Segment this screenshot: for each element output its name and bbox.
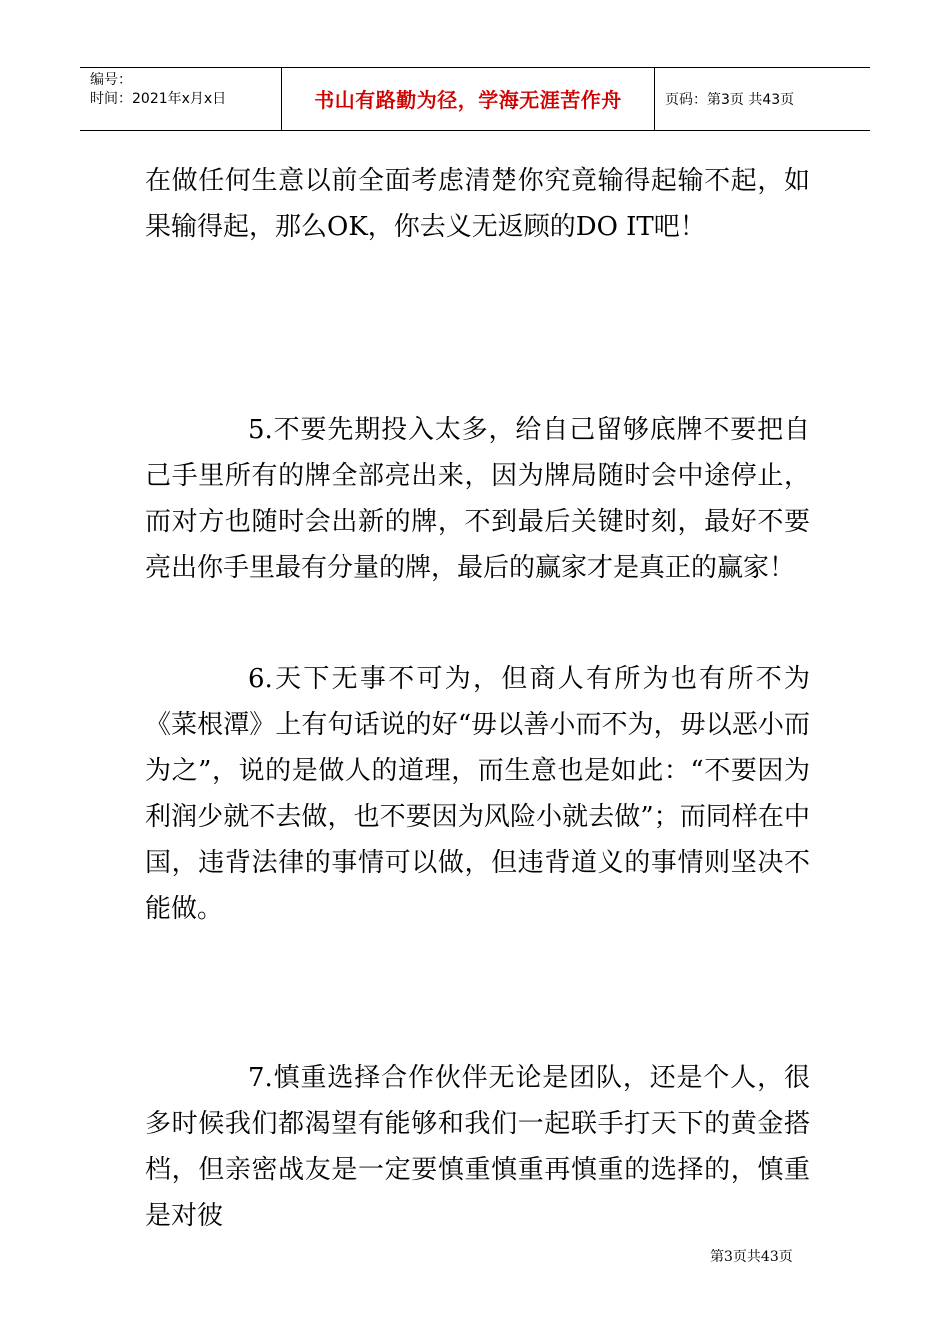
header-meta-cell	[80, 68, 282, 130]
document-number-label: 编号：	[90, 72, 132, 88]
header-motto-cell	[282, 68, 655, 130]
page-header	[80, 67, 870, 131]
body-paragraph-5: 5.不要先期投入太多，给自己留够底牌不要把自己手里所有的牌全部亮出来，因为牌局随时会中途停止，而对方也随时会出新的牌，不到最后关键时刻，最好不要亮出你手里最有分量的牌，最后的赢家才是真正的赢家！	[145, 415, 810, 583]
body-paragraph-continued: 在做任何生意以前全面考虑清楚你究竟输得起输不起，如果输得起，那么OK，你去义无返顾的DO IT吧！	[145, 166, 810, 242]
document-date-label: 时间：2021年x月x日	[90, 91, 227, 107]
header-motto: 书山有路勤为径，学海无涯苦作舟	[314, 87, 622, 112]
page-footer: 第3页共43页	[710, 1249, 793, 1265]
body-paragraph-7: 7.慎重选择合作伙伴无论是团队，还是个人，很多时候我们都渴望有能够和我们一起联手打天下的黄金搭档，但亲密战友是一定要慎重慎重再慎重的选择的，慎重是对彼	[145, 1063, 810, 1231]
header-page-number: 页码：第3页 共43页	[665, 92, 795, 108]
header-page-cell	[655, 68, 870, 130]
body-paragraph-6: 6.天下无事不可为，但商人有所为也有所不为《菜根潭》上有句话说的好“毋以善小而不为，毋以恶小而为之”，说的是做人的道理，而生意也是如此：“不要因为利润少就不去做，也不要因为风险小就去做”；而同样在中国，违背法律的事情可以做，但违背道义的事情则坚决不能做。	[145, 664, 810, 924]
